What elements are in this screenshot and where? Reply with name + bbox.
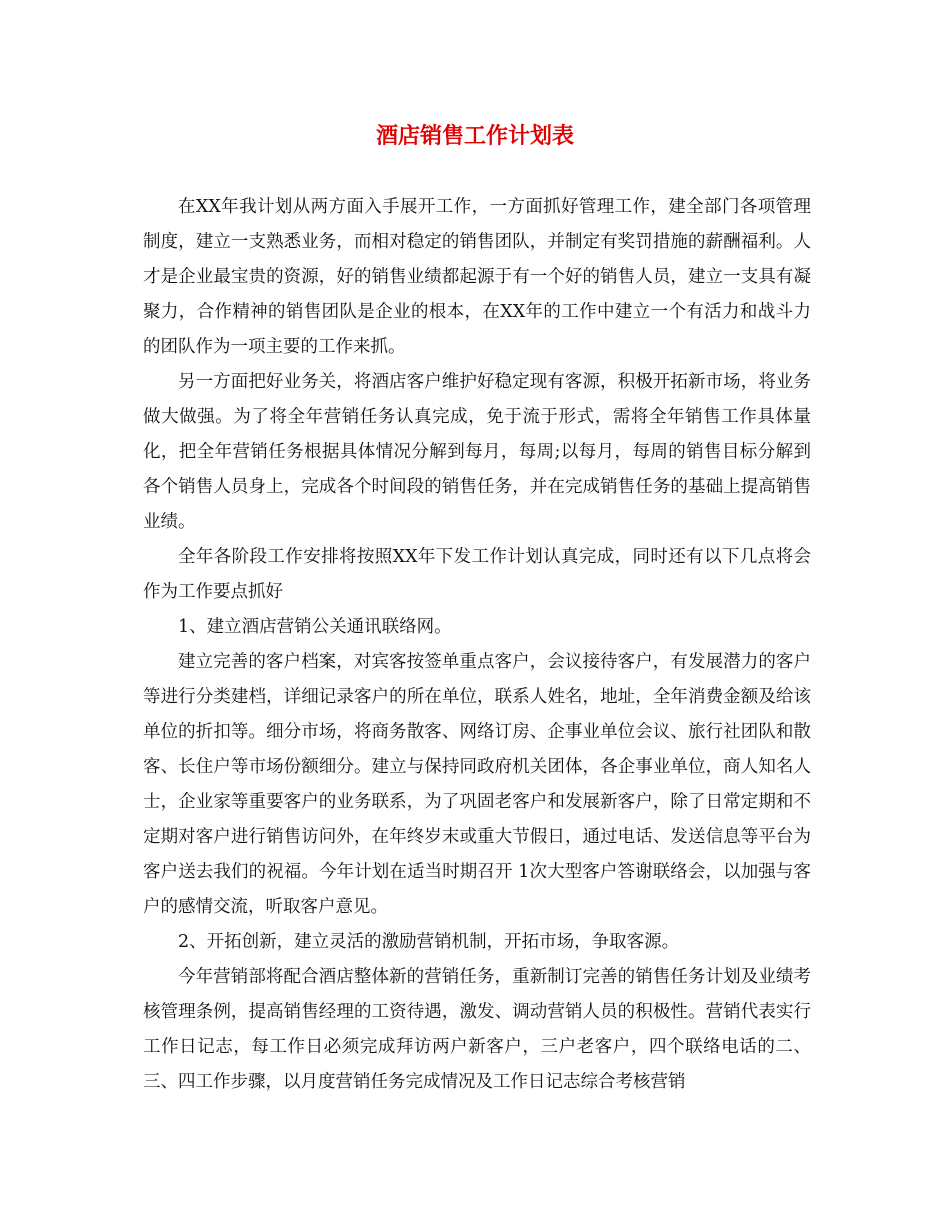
section-heading: 2、开拓创新，建立灵活的激励营销机制，开拓市场，争取客源。 (178, 932, 680, 952)
paragraph: 另一方面把好业务关，将酒店客户维护好稳定现有客源，积极开拓新市场，将业务做大做强。为了将全年营销任务认真完成，免于流于形式，需将全年销售工作具体量化，把全年营销任务根据具体情况分解到每月，每周;以每月，每周的销售目标分解到各个销售人员身上，完成各个时间段的销售任务，并在完成销售任务的基础上提高销售业绩。 (143, 372, 811, 532)
paragraph: 今年营销部将配合酒店整体新的营销任务，重新制订完善的销售任务计划及业绩考核管理条例，提高销售经理的工资待遇，激发、调动营销人员的积极性。营销代表实行工作日记志，每工作日必须完成拜访两户新客户，三户老客户，四个联络电话的二、三、四工作步骤，以月度营销任务完成情况及工作日记志综合考核营销 (143, 967, 811, 1092)
paragraph: 全年各阶段工作安排将按照XX年下发工作计划认真完成，同时还有以下几点将会作为工作要点抓好 (143, 547, 811, 602)
document-title: 酒店销售工作计划表 (375, 123, 574, 149)
section-heading: 1、建立酒店营销公关通讯联络网。 (178, 617, 452, 637)
paragraph: 建立完善的客户档案，对宾客按签单重点客户，会议接待客户，有发展潜力的客户等进行分类建档，详细记录客户的所在单位，联系人姓名，地址，全年消费金额及给该单位的折扣等。细分市场，将商务散客、网络订房、企事业单位会议、旅行社团队和散客、长住户等市场份额细分。建立与保持同政府机关团体，各企事业单位，商人知名人士，企业家等重要客户的业务联系，为了巩固老客户和发展新客户，除了日常定期和不定期对客户进行销售访问外，在年终岁末或重大节假日，通过电话、发送信息等平台为客户送去我们的祝福。今年计划在适当时期召开 1次大型客户答谢联络会，以加强与客户的感情交流，听取客户意见。 (143, 652, 811, 917)
document-body (143, 190, 811, 1100)
paragraph: 在XX年我计划从两方面入手展开工作，一方面抓好管理工作，建全部门各项管理制度，建立一支熟悉业务，而相对稳定的销售团队，并制定有奖罚措施的薪酬福利。人才是企业最宝贵的资源，好的销售业绩都起源于有一个好的销售人员，建立一支具有凝聚力，合作精神的销售团队是企业的根本，在XX年的工作中建立一个有活力和战斗力的团队作为一项主要的工作来抓。 (143, 197, 811, 357)
